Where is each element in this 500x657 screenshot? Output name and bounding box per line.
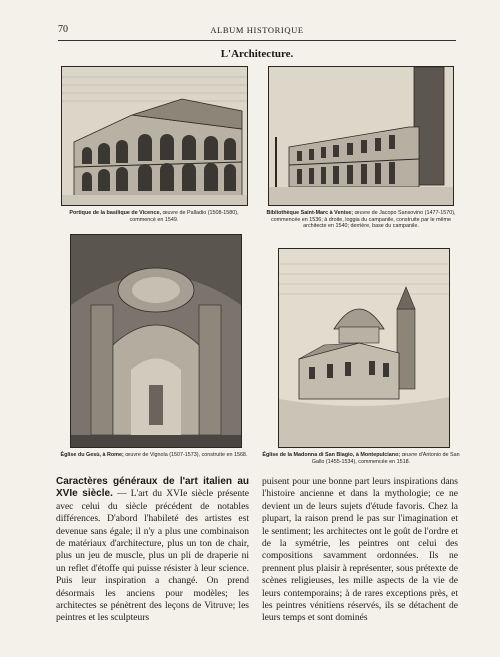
caption-title: Église de la Madonna di San Biagio, à Montepulciano; — [262, 452, 401, 458]
figure-basilica-vicenza — [61, 66, 248, 206]
caption-text: œuvre de Palladio (1508-1580), commencé en 1549. — [129, 210, 239, 223]
page-header — [58, 24, 456, 40]
running-title: ALBUM HISTORIQUE — [210, 25, 304, 35]
caption-text: œuvre de Jacopo Sansovino (1477-1570), commencée en 1536; à droite, loggia du campanile, construite par le même architecte en 1540; derrière, base du campanile. — [270, 210, 456, 230]
figure-caption-4 — [262, 452, 460, 465]
san-biagio-engraving — [279, 249, 449, 447]
paragraph-rubric: Caractères généraux de l'art italien au XVIe siècle. — [56, 476, 249, 500]
paragraph-text: puisent pour une bonne part leurs inspirations dans l'histoire ancienne et dans la mythologie; ce ne devient un de leurs sujets d'étude favoris. Chez la plupart, la raison prend le pas sur l'imagination et le sentiment; les architectes ont le goût de l'ordre et de la symétrie, les peintres ont celui des compositions savamment ordonnées. Ils ne prennent plus plaisir à représenter, sous prétexte de scènes religieuses, les mille aspects de la vie de leurs contemporains; à de rares exceptions près, et les peintres vénitiens réservés, ils se détachent de leurs temps et sont dominés — [262, 477, 458, 624]
figure-caption-3 — [58, 452, 250, 459]
page-number: 70 — [58, 24, 68, 35]
caption-title: Bibliothèque Saint-Marc à Venise; — [266, 210, 354, 216]
figure-biblioteca-marciana — [268, 66, 454, 206]
body-column-right — [262, 476, 458, 625]
paragraph-text: — L'art du XVIe siècle présente avec celui du siècle précédent de notables différences. D'abord l'habileté des artistes est devenue sans égale; il n'y a plus une combinaison de matériaux d'architecture, plus un ton de chair, plus un jeu de muscle, plus un pli de draperie ni un reflet d'étoffe qui puisse résister à leur science. Puis leur inspiration a changé. On prend désormais les anciens pour modèles; les architectes se pénètrent des leçons de Vitruve; les peintres et les sculpteurs — [56, 489, 249, 624]
caption-text: œuvre d'Antonio de San Gallo (1455-1534), commencée en 1518. — [311, 452, 460, 465]
figure-caption-2 — [264, 210, 458, 230]
library-engraving — [269, 67, 453, 205]
caption-title: Église du Gesù, à Rome; — [60, 452, 124, 458]
figure-gesu-interior — [70, 234, 242, 448]
header-rule — [58, 40, 456, 41]
figure-caption-1 — [56, 210, 252, 223]
figure-san-biagio — [278, 248, 450, 448]
caption-title: Portique de la basilique de Vicence, — [69, 210, 161, 216]
body-column-left — [56, 476, 249, 625]
basilica-engraving — [62, 67, 247, 205]
caption-text: œuvre de Vignola (1507-1573), construite en 1568. — [125, 452, 248, 458]
section-title: L'Architecture. — [220, 48, 294, 60]
gesu-engraving — [71, 235, 241, 447]
